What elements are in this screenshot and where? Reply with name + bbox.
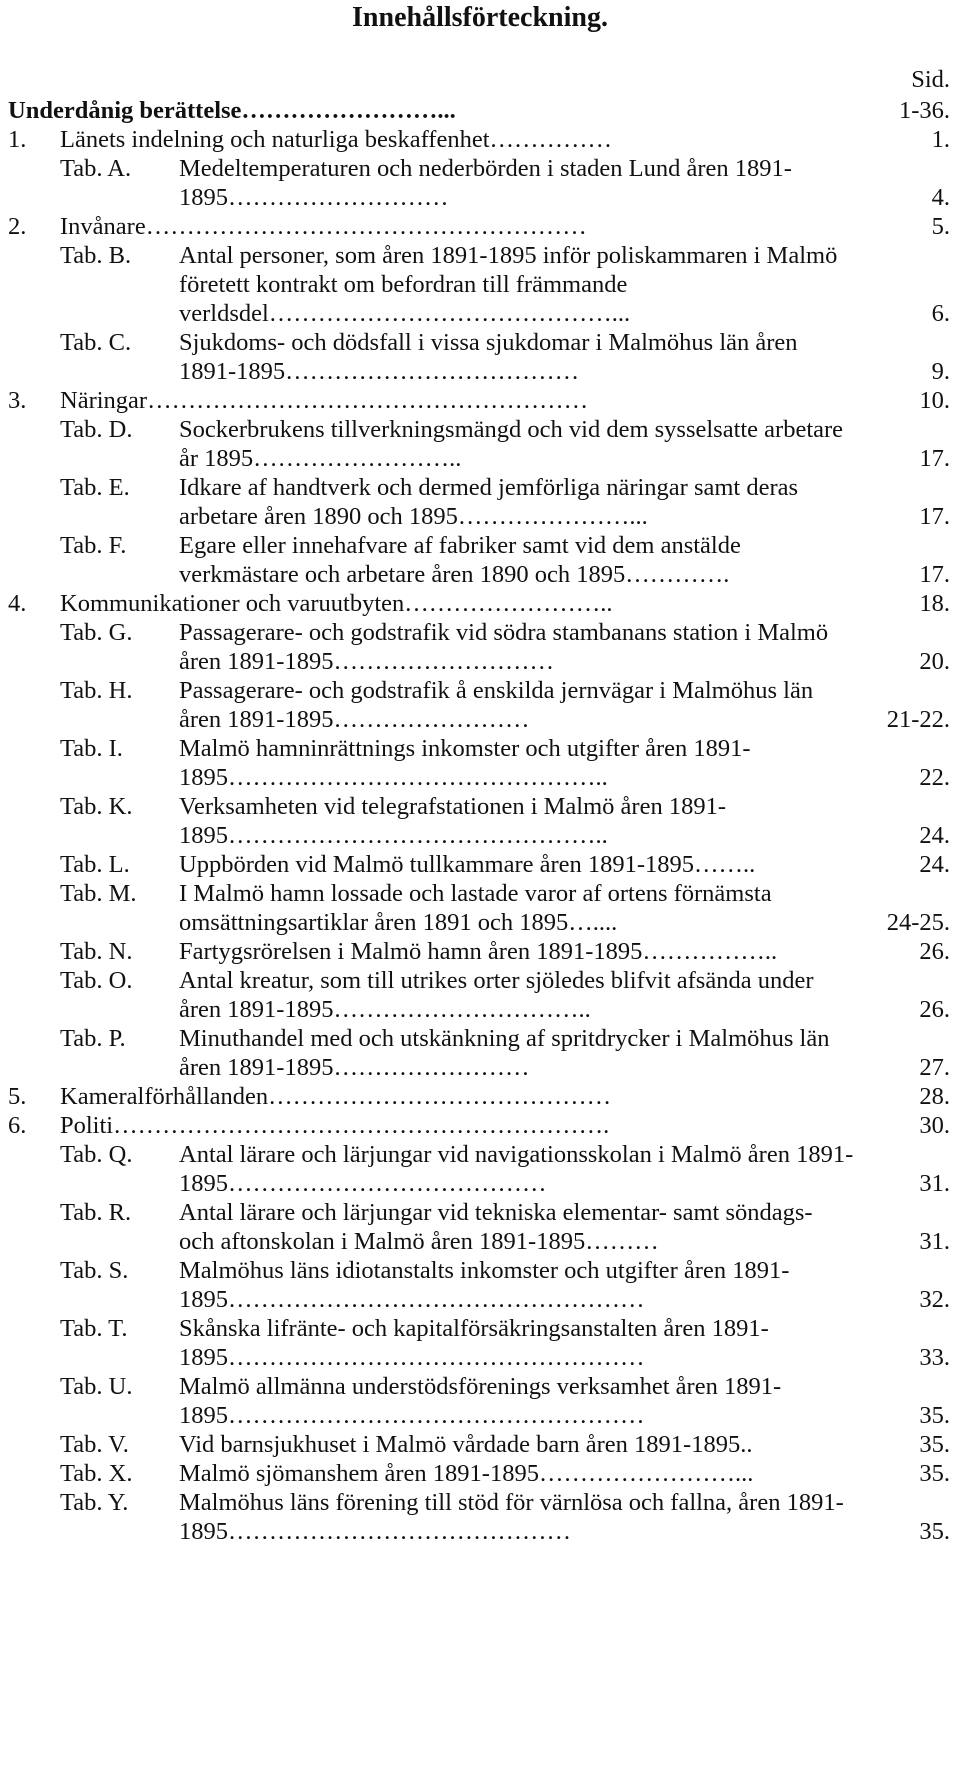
page-number: 35. [919,1402,950,1429]
section-number: 1. [8,126,27,153]
toc-entry [0,386,960,415]
toc-entry [0,1314,960,1372]
entry-title: Malmöhus läns idiotanstalts inkomster och utgifter åren 1891-1895…………………………………………… [179,1257,790,1313]
entry-title: Egare eller innehafvare af fabriker samt vid dem anstälde verkmästare och arbetare åren 1890 och 1895…………. [179,532,741,588]
table-label: Tab. K. [60,793,133,820]
entry-title: Antal kreatur, som till utrikes orter sjöledes blifvit afsända under åren 1891-1895………………………….. [179,967,814,1023]
toc-entry [0,1459,960,1488]
page-number: 18. [919,590,950,617]
toc-entry [0,618,960,676]
page-number: 1-36. [898,97,950,124]
entry-title: Uppbörden vid Malmö tullkammare åren 1891-1895…….. [179,851,756,878]
entry-title: Politi……………………………………………………. [60,1112,610,1139]
page-number: 31. [919,1170,950,1197]
entry-title: Passagerare- och godstrafik vid södra stambanans station i Malmö åren 1891-1895……………………… [179,619,829,675]
page-number: 33. [919,1344,950,1371]
entry-title: Invånare……………………………………………… [60,213,587,240]
table-label: Tab. M. [60,880,137,907]
page-number: 27. [919,1054,950,1081]
table-label: Tab. G. [60,619,133,646]
table-label: Tab. I. [60,735,123,762]
entry-title: Malmö hamninrättnings inkomster och utgifter åren 1891-1895……………………………………….. [179,735,751,791]
toc-entry [0,1111,960,1140]
section-number: 5. [8,1083,27,1110]
section-number: 6. [8,1112,27,1139]
toc-entry [0,96,960,125]
page-number: 20. [919,648,950,675]
page-number: 24. [919,822,950,849]
entry-title: Malmö allmänna understödsförenings verksamhet åren 1891-1895…………………………………………… [179,1373,782,1429]
entry-title: Fartygsrörelsen i Malmö hamn åren 1891-1895…………….. [179,938,778,965]
page-column-header: Sid. [911,66,950,93]
entry-title: Medeltemperaturen och nederbörden i staden Lund åren 1891-1895……………………… [179,155,792,211]
table-label: Tab. U. [60,1373,133,1400]
toc-entry [0,937,960,966]
toc-entry [0,589,960,618]
toc-entry [0,734,960,792]
page-number: 10. [919,387,950,414]
page-number: 1. [931,126,950,153]
table-label: Tab. R. [60,1199,132,1226]
entry-title: Länets indelning och naturliga beskaffenhet…………… [60,126,613,153]
entry-title: Idkare af handtverk och dermed jemförliga näringar samt deras arbetare åren 1890 och 1895…………………... [179,474,799,530]
toc-entry [0,1488,960,1546]
toc-entry [0,154,960,212]
table-label: Tab. A. [60,155,132,182]
page-title: Innehållsförteckning. [352,2,608,33]
page-number: 21-22. [886,706,950,733]
page-number: 26. [919,996,950,1023]
table-label: Tab. Q. [60,1141,133,1168]
entry-title: Passagerare- och godstrafik å enskilda jernvägar i Malmöhus län åren 1891-1895…………………… [179,677,814,733]
entry-title: Malmö sjömanshem åren 1891-1895……………………... [179,1460,754,1487]
table-label: Tab. E. [60,474,130,501]
section-number: 2. [8,213,27,240]
page-number: 32. [919,1286,950,1313]
table-of-contents [0,96,960,1546]
entry-title: Antal lärare och lärjungar vid navigationsskolan i Malmö åren 1891-1895………………………………… [179,1141,854,1197]
toc-entry [0,1256,960,1314]
table-label: Tab. Y. [60,1489,129,1516]
table-label: Tab. F. [60,532,127,559]
page-number: 28. [919,1083,950,1110]
page-number: 17. [919,561,950,588]
table-label: Tab. S. [60,1257,129,1284]
entry-title: Underdånig berättelse……………………... [8,97,456,124]
toc-entry [0,966,960,1024]
page-number: 5. [931,213,950,240]
entry-title: Näringar……………………………………………… [60,387,589,414]
toc-entry [0,415,960,473]
toc-entry [0,1372,960,1430]
page-number: 26. [919,938,950,965]
toc-entry [0,1198,960,1256]
page-number: 22. [919,764,950,791]
page-number: 24-25. [886,909,950,936]
table-label: Tab. P. [60,1025,126,1052]
toc-entry [0,473,960,531]
page-number: 35. [919,1460,950,1487]
table-label: Tab. X. [60,1460,133,1487]
entry-title: Antal personer, som åren 1891-1895 inför poliskammaren i Malmö företett kontrakt om befordran till främmande verldsdel……………………………………... [179,242,838,327]
page-number: 17. [919,503,950,530]
entry-title: Minuthandel med och utskänkning af spritdrycker i Malmöhus län åren 1891-1895…………………… [179,1025,830,1081]
table-label: Tab. L. [60,851,130,878]
table-label: Tab. V. [60,1431,129,1458]
toc-entry [0,850,960,879]
toc-entry [0,676,960,734]
toc-entry [0,328,960,386]
section-number: 3. [8,387,27,414]
entry-title: Skånska lifränte- och kapitalförsäkringsanstalten åren 1891-1895…………………………………………… [179,1315,769,1371]
entry-title: Vid barnsjukhuset i Malmö vårdade barn åren 1891-1895.. [179,1431,753,1458]
page-number: 35. [919,1518,950,1545]
section-number: 4. [8,590,27,617]
entry-title: I Malmö hamn lossade och lastade varor af ortens förnämsta omsättningsartiklar åren 1891 och 1895….... [179,880,772,936]
toc-entry [0,1430,960,1459]
page-number: 30. [919,1112,950,1139]
toc-entry [0,125,960,154]
toc-entry [0,531,960,589]
entry-title: Kameralförhållanden…………………………………… [60,1083,612,1110]
page-number: 31. [919,1228,950,1255]
entry-title: Antal lärare och lärjungar vid tekniska elementar- samt söndags- och aftonskolan i Malmö åren 1891-1895……… [179,1199,813,1255]
table-label: Tab. T. [60,1315,128,1342]
toc-entry [0,241,960,328]
entry-title: Malmöhus läns förening till stöd för värnlösa och fallna, åren 1891-1895…………………………………… [179,1489,844,1545]
toc-entry [0,212,960,241]
toc-entry [0,1140,960,1198]
page-number: 9. [931,358,950,385]
table-label: Tab. N. [60,938,133,965]
page-number: 6. [931,300,950,327]
entry-title: Sockerbrukens tillverkningsmängd och vid dem sysselsatte arbetare år 1895…………………….. [179,416,844,472]
page-number: 35. [919,1431,950,1458]
entry-title: Sjukdoms- och dödsfall i vissa sjukdomar i Malmöhus län åren 1891-1895……………………………… [179,329,798,385]
entry-title: Kommunikationer och varuutbyten…………………….. [60,590,613,617]
toc-entry [0,792,960,850]
table-label: Tab. C. [60,329,132,356]
page-number: 24. [919,851,950,878]
table-label: Tab. D. [60,416,133,443]
toc-entry [0,1024,960,1082]
table-label: Tab. H. [60,677,133,704]
page-number: 4. [931,184,950,211]
toc-entry [0,879,960,937]
table-label: Tab. O. [60,967,133,994]
page-number: 17. [919,445,950,472]
entry-title: Verksamheten vid telegrafstationen i Malmö åren 1891-1895……………………………………….. [179,793,726,849]
table-label: Tab. B. [60,242,132,269]
toc-entry [0,1082,960,1111]
